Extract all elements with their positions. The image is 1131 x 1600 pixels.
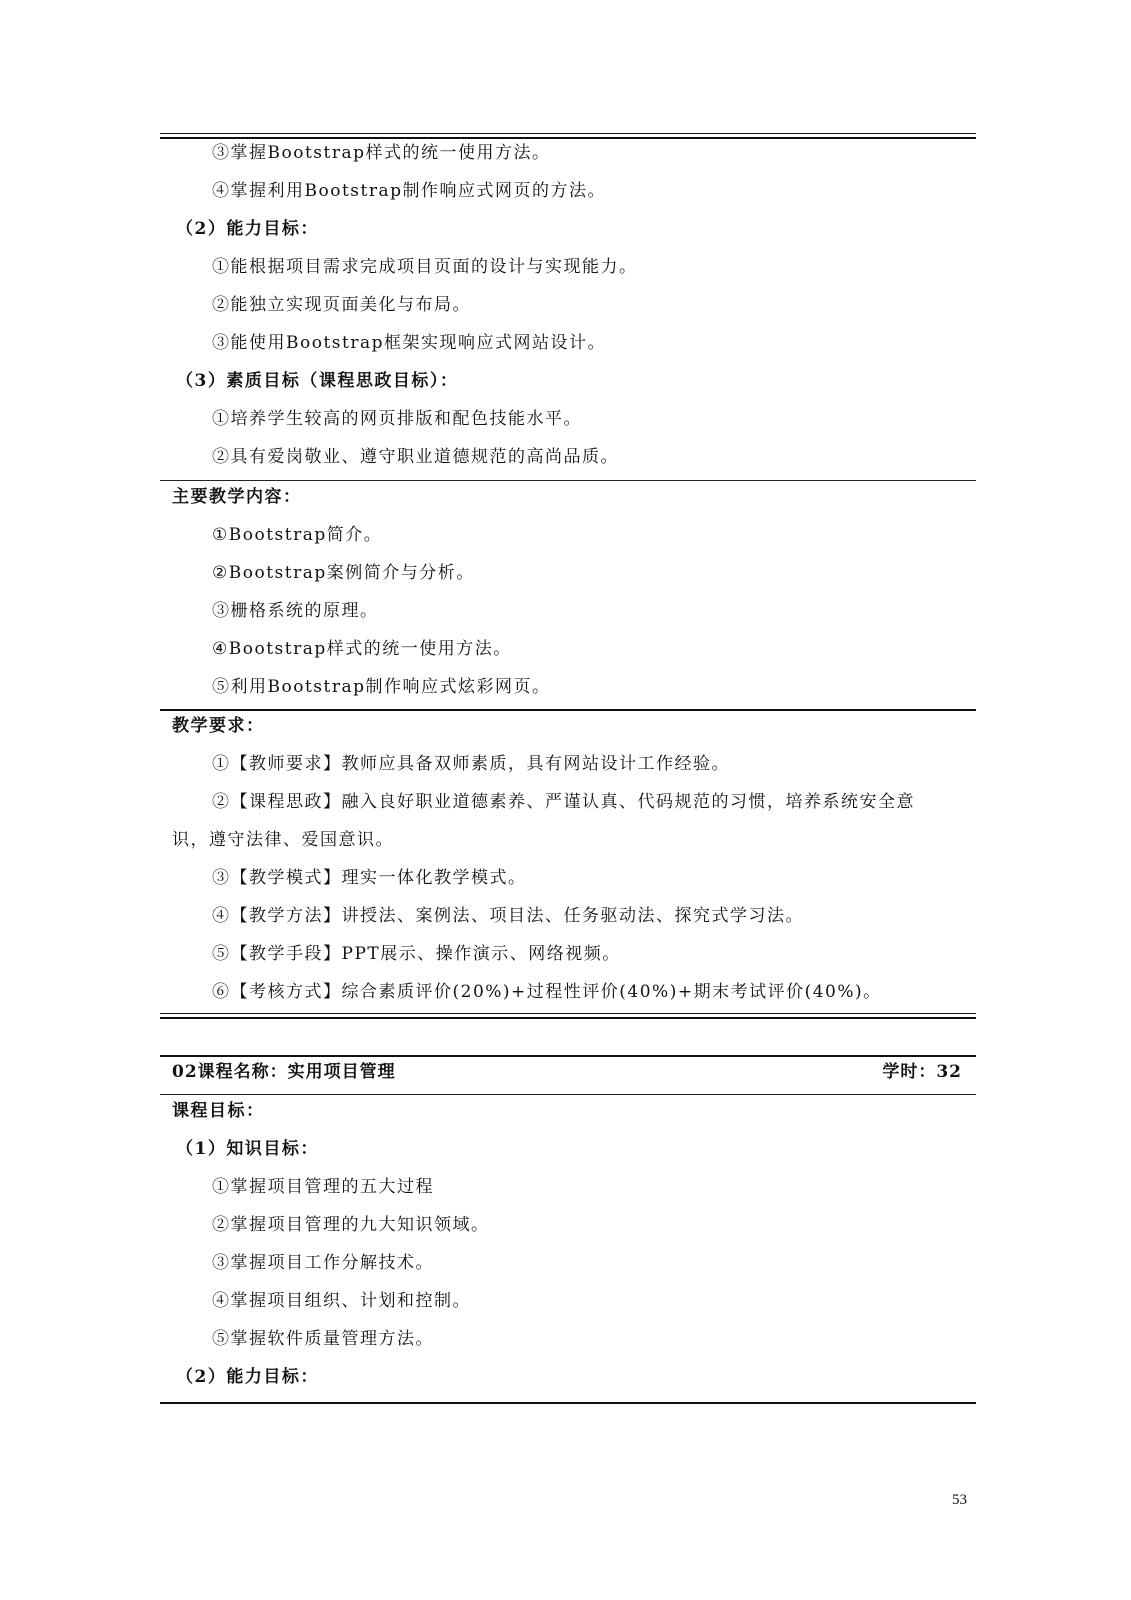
content-item: ①Bootstrap简介。 — [212, 525, 383, 545]
quality-item: ①培养学生较高的网页排版和配色技能水平。 — [212, 409, 582, 429]
requirement-item: ③【教学模式】理实一体化教学模式。 — [212, 868, 527, 888]
ability-heading: （2）能力目标： — [176, 1367, 319, 1387]
ability-item: ②能独立实现页面美化与布局。 — [212, 295, 471, 315]
content-heading: 主要教学内容： — [172, 487, 302, 507]
course-title-row — [172, 1058, 962, 1086]
requirements-heading: 教学要求： — [172, 716, 265, 736]
knowledge-item: ④掌握利用Bootstrap制作响应式网页的方法。 — [212, 181, 606, 201]
quality-heading: （3）素质目标（课程思政目标）： — [176, 371, 459, 391]
content-item: ②Bootstrap案例简介与分析。 — [212, 563, 475, 583]
knowledge-item: ④掌握项目组织、计划和控制。 — [212, 1291, 471, 1311]
content-item: ④Bootstrap样式的统一使用方法。 — [212, 639, 512, 659]
quality-item: ②具有爱岗敬业、遵守职业道德规范的高尚品质。 — [212, 447, 619, 467]
section-divider — [160, 1094, 976, 1095]
content-item: ③栅格系统的原理。 — [212, 601, 379, 621]
requirement-item: ④【教学方法】讲授法、案例法、项目法、任务驱动法、探究式学习法。 — [212, 906, 804, 926]
table-top-border — [160, 1055, 976, 1057]
course-title: 02课程名称：实用项目管理 — [172, 1062, 396, 1082]
knowledge-item: ①掌握项目管理的五大过程 — [212, 1177, 434, 1197]
ability-item: ①能根据项目需求完成项目页面的设计与实现能力。 — [212, 257, 638, 277]
ability-heading: （2）能力目标： — [176, 219, 319, 239]
content-item: ⑤利用Bootstrap制作响应式炫彩网页。 — [212, 677, 551, 697]
section-divider — [160, 709, 976, 711]
page-number: 53 — [952, 1492, 967, 1508]
knowledge-item: ③掌握项目工作分解技术。 — [212, 1253, 434, 1273]
knowledge-item: ②掌握项目管理的九大知识领域。 — [212, 1215, 490, 1235]
requirement-item: ①【教师要求】教师应具备双师素质，具有网站设计工作经验。 — [212, 754, 730, 774]
table-bottom-border — [160, 1402, 976, 1404]
ability-item: ③能使用Bootstrap框架实现响应式网站设计。 — [212, 333, 606, 353]
knowledge-item: ⑤掌握软件质量管理方法。 — [212, 1329, 434, 1349]
goals-heading: 课程目标： — [172, 1101, 265, 1121]
knowledge-heading: （1）知识目标： — [176, 1139, 319, 1159]
table-bottom-border — [160, 1013, 976, 1019]
knowledge-item: ③掌握Bootstrap样式的统一使用方法。 — [212, 143, 551, 163]
requirement-item: ⑥【考核方式】综合素质评价(20%)+过程性评价(40%)+期末考试评价(40%)。 — [212, 982, 882, 1002]
course-hours: 学时：32 — [882, 1062, 962, 1082]
section-divider — [160, 480, 976, 481]
requirement-item: ⑤【教学手段】PPT展示、操作演示、网络视频。 — [212, 944, 621, 964]
requirement-item-continuation: 识，遵守法律、爱国意识。 — [172, 830, 394, 850]
requirement-item: ②【课程思政】融入良好职业道德素养、严谨认真、代码规范的习惯，培养系统安全意 — [212, 792, 915, 812]
